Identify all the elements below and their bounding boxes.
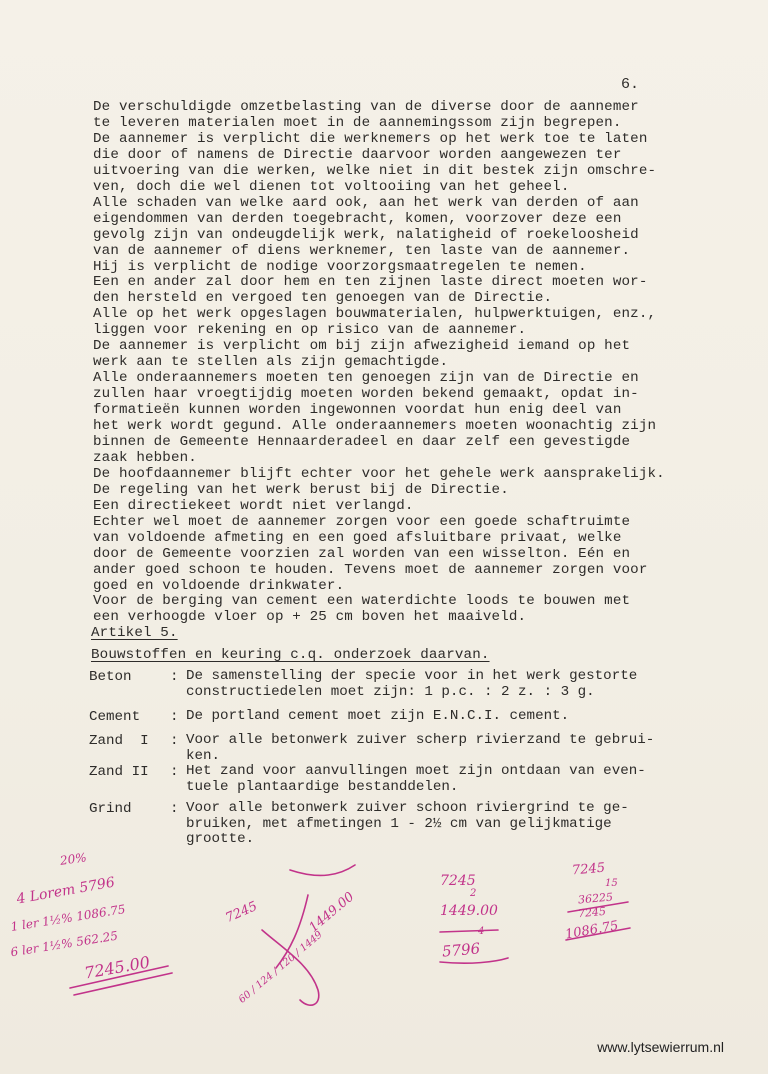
handwritten-note: 60 / 124 / 120 / 1449 — [236, 929, 325, 1006]
text-line: zullen haar vroegtijdig moeten worden bekend gemaakt, opdat in- — [93, 386, 639, 403]
material-label-zand-i: Zand I — [89, 733, 149, 749]
text-line: Alle schaden van welke aard ook, aan het werk van derden of aan — [93, 194, 639, 211]
colon-separator: : — [170, 709, 179, 725]
text-line: die door of namens de Directie daarvoor worden aangewezen ter — [93, 146, 622, 163]
handwritten-note: 7245 — [577, 904, 607, 921]
material-text-grind: Voor alle betonwerk zuiver schoon riviergrind te ge- bruiken, met afmetingen 1 - 2½ cm van gelijkmatige grootte. — [186, 800, 629, 847]
text-line: Echter wel moet de aannemer zorgen voor een goede schaftruimte — [93, 513, 631, 530]
text-line: formatieën kunnen worden ingewonnen voordat hun enig deel van — [93, 402, 622, 419]
text-line: Hij is verplicht de nodige voorzorgsmaatregelen te nemen. — [93, 258, 587, 275]
text-line: De verschuldigde omzetbelasting van de diverse door de aannemer — [93, 99, 639, 115]
handwritten-total: 1086.75 — [564, 918, 620, 943]
handwritten-note: 15 — [605, 878, 618, 889]
handwritten-total: 5796 — [441, 939, 481, 961]
page-number: 6. — [621, 76, 640, 93]
text-line: den hersteld en vergoed ten genoegen van de Directie. — [93, 290, 553, 307]
text-line: het werk wordt gegund. Alle onderaannemers moeten woonachtig zijn — [93, 418, 657, 434]
handwritten-total: 7245.00 — [82, 952, 152, 983]
material-label-cement: Cement — [89, 709, 141, 725]
text-line: Alle op het werk opgeslagen bouwmaterialen, hulpwerktuigen, enz., — [93, 306, 657, 323]
text-line: door de Gemeente voorzien zal worden van een wisselton. Eén en — [93, 545, 631, 562]
text-line: De hoofdaannemer blijft echter voor het gehele werk aansprakelijk. — [93, 465, 665, 482]
handwritten-note: 6 ler 1½% 562.25 — [9, 928, 119, 960]
text-line: gevolg zijn van ondeugdelijk werk, nalatigheid of roekeloosheid — [93, 226, 639, 243]
text-line: liggen voor rekening en op risico van de aannemer. — [93, 322, 527, 339]
text-line: Een en ander zal door hem en ten zijnen laste direct moeten wor- — [93, 274, 648, 291]
material-label-zand-ii: Zand II — [89, 764, 149, 780]
handwritten-note: 7245 — [440, 873, 476, 889]
text-line: Een directiekeet wordt niet verlangd. — [93, 497, 414, 514]
text-line: van de aannemer of diens werknemer, ten laste van de aannemer. — [93, 242, 631, 259]
text-line: van voldoende afmeting en een goed afsluitbare privaat, welke — [93, 529, 622, 546]
colon-separator: : — [170, 764, 179, 780]
scribble-stroke — [290, 865, 355, 875]
text-line: Alle onderaannemers moeten ten genoegen zijn van de Directie en — [93, 370, 639, 387]
text-line: Voor de berging van cement een waterdichte loods te bouwen met — [93, 593, 631, 610]
watermark-url: www.lytsewierrum.nl — [597, 1039, 724, 1055]
handwritten-result: 1449.00 — [306, 889, 358, 936]
handwritten-note: 4 Lorem 5796 — [15, 874, 117, 908]
colon-separator: : — [170, 669, 179, 685]
text-line: De aannemer is verplicht om bij zijn afwezigheid iemand op het — [93, 338, 631, 355]
material-label-grind: Grind — [89, 801, 132, 817]
material-text-zand-i: Voor alle betonwerk zuiver scherp rivierzand te gebrui- ken. — [186, 732, 655, 764]
text-line: ander goed schoon te houden. Tevens moet de aannemer zorgen voor — [93, 561, 648, 578]
handwritten-note: 1 ler 1½% 1086.75 — [9, 902, 127, 934]
handwritten-note: 7245 — [223, 898, 260, 927]
handwritten-percentage: 20% — [59, 850, 88, 868]
article-heading: Artikel 5. — [91, 625, 178, 641]
text-line: zaak hebben. — [93, 449, 197, 466]
text-line: eigendommen van derden toegebracht, komen, voorzover deze een — [93, 210, 622, 227]
colon-separator: : — [170, 733, 179, 749]
handwritten-note: 36225 — [577, 890, 614, 907]
section-heading: Bouwstoffen en keuring c.q. onderzoek daarvan. — [91, 647, 490, 663]
handwritten-note: 4 — [478, 926, 485, 937]
material-text-beton: De samenstelling der specie voor in het werk gestorte constructiedelen moet zijn: 1 p.c. : 2 z. : 3 g. — [186, 668, 638, 700]
colon-separator: : — [170, 801, 179, 817]
text-line: werk aan te stellen als zijn gemachtigde. — [93, 354, 449, 371]
text-line: De aannemer is verplicht die werknemers op het werk toe te laten — [93, 130, 648, 147]
handwritten-note: 2 — [470, 888, 477, 899]
text-line: uitvoering van die werken, welke niet in dit bestek zijn omschre- — [93, 162, 657, 179]
text-line: een verhoogde vloer op + 25 cm boven het maaiveld. — [93, 609, 527, 626]
text-line: ven, doch die wel dienen tot voltooiing van het geheel. — [93, 178, 570, 195]
text-line: De regeling van het werk berust bij de Directie. — [93, 481, 509, 498]
material-text-zand-ii: Het zand voor aanvullingen moet zijn ontdaan van even- tuele plantaardige bestanddelen. — [186, 763, 646, 795]
material-label-beton: Beton — [89, 669, 132, 685]
text-line: te leveren materialen moet in de aannemingssom zijn begrepen. — [93, 114, 622, 131]
material-text-cement: De portland cement moet zijn E.N.C.I. cement. — [186, 708, 570, 724]
underline-stroke — [440, 930, 498, 932]
handwritten-result: 1449.00 — [440, 903, 498, 919]
handwritten-note: 7245 — [571, 860, 606, 879]
text-line: goed en voldoende drinkwater. — [93, 577, 345, 594]
text-line: binnen de Gemeente Hennaarderadeel en daar zelf een gevestigde — [93, 433, 631, 450]
